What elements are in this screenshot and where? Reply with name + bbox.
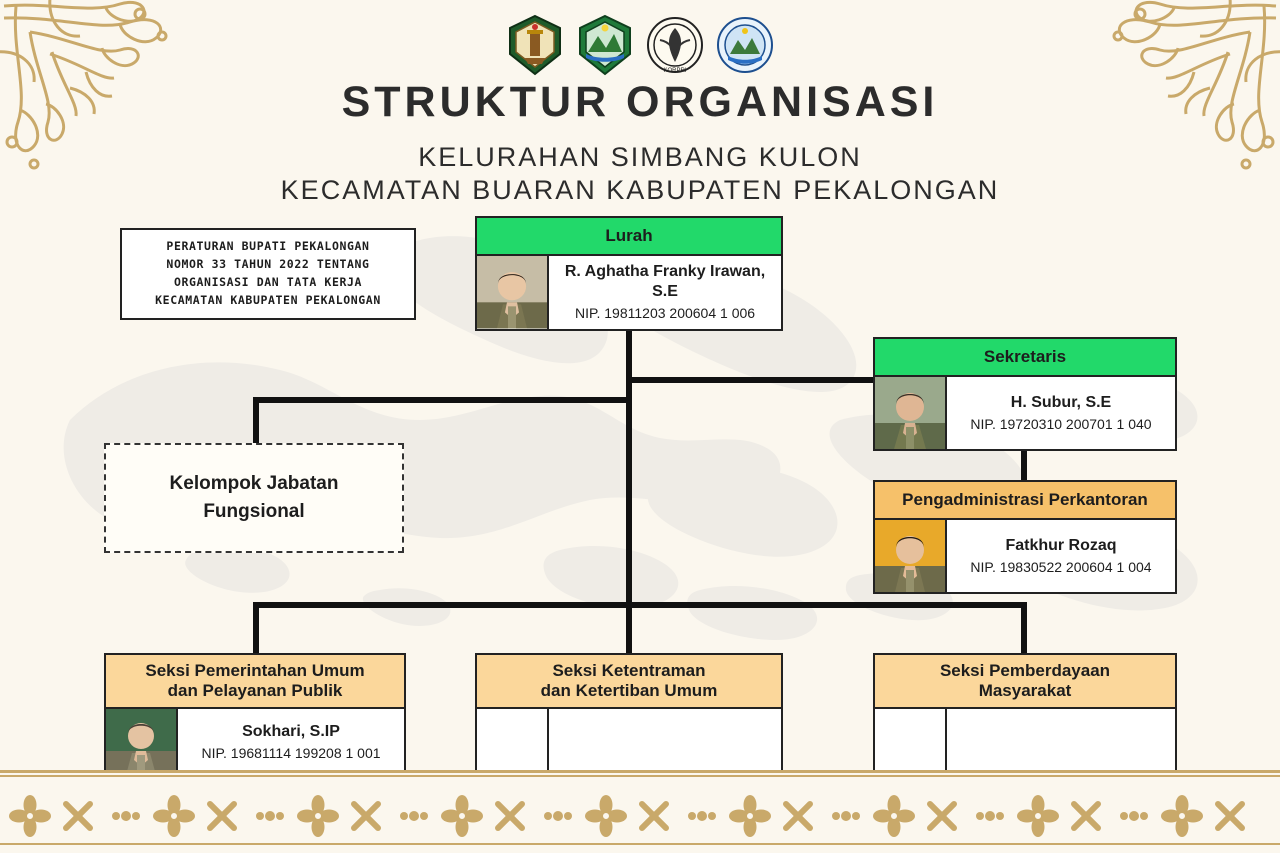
node-seksi2-title-line1: Seksi Ketentraman [552, 661, 706, 680]
kelurahan-emblem-icon [716, 14, 774, 76]
page-subtitle-kecamatan: KECAMATAN BUARAN KABUPATEN PEKALONGAN [280, 175, 1000, 205]
node-pengadministrasi-photo [875, 520, 947, 592]
node-seksi2-photo-placeholder [477, 709, 549, 771]
korpri-emblem-icon [646, 14, 704, 76]
regulation-line-3: ORGANISASI DAN TATA KERJA [173, 275, 363, 289]
node-sekretaris-name: H. Subur, S.E [1010, 393, 1112, 411]
emblem-row [0, 14, 1280, 76]
fungsional-line-2: Fungsional [203, 501, 305, 522]
node-sekretaris-nip: NIP. 19720310 200701 1 040 [970, 415, 1152, 432]
node-lurah-photo [477, 256, 549, 329]
node-seksi-pemberdayaan[interactable] [873, 653, 1177, 773]
node-seksi2-title [477, 655, 781, 709]
batik-pattern-icon [0, 779, 1280, 853]
node-pengadministrasi-title: Pengadministrasi Perkantoran [875, 482, 1175, 520]
page-title: STRUKTUR ORGANISASI [341, 78, 939, 126]
node-kelompok-jabatan-fungsional[interactable] [104, 443, 404, 553]
node-seksi3-title [875, 655, 1175, 709]
node-lurah-nip: NIP. 19811203 200604 1 006 [574, 305, 756, 321]
regulation-note [120, 228, 416, 320]
kabupaten-pekalongan-emblem-icon [576, 14, 634, 76]
node-seksi3-photo-placeholder [875, 709, 947, 771]
node-lurah[interactable] [475, 216, 783, 331]
node-lurah-title: Lurah [477, 218, 781, 256]
node-sekretaris[interactable] [873, 337, 1177, 451]
node-seksi2-title-line2: dan Ketertiban Umum [540, 681, 718, 700]
node-seksi1-photo [106, 709, 178, 775]
fungsional-line-1: Kelompok Jabatan [169, 473, 339, 495]
node-sekretaris-photo [875, 377, 947, 449]
page-subtitle-kelurahan: KELURAHAN SIMBANG KULON [418, 142, 862, 172]
node-seksi1-name: Sokhari, S.IP [242, 722, 340, 740]
node-seksi1-nip: NIP. 19681114 199208 1 001 [201, 744, 381, 761]
batik-footer-border [0, 770, 1280, 853]
regulation-line-1: PERATURAN BUPATI PEKALONGAN [166, 239, 370, 254]
node-seksi3-title-line2: Masyarakat [978, 681, 1072, 700]
node-seksi-pemerintahan-umum[interactable] [104, 653, 406, 777]
node-seksi1-title [106, 655, 404, 709]
node-seksi1-title-line2: dan Pelayanan Publik [167, 681, 343, 700]
node-seksi1-title-line1: Seksi Pemerintahan Umum [145, 661, 365, 680]
svg-text:KORPRI: KORPRI [663, 68, 687, 74]
jawa-tengah-emblem-icon [506, 14, 564, 76]
node-seksi-ketentraman[interactable] [475, 653, 783, 773]
node-pengadministrasi-name: Fatkhur Rozaq [1005, 536, 1117, 554]
regulation-line-4: KECAMATAN KABUPATEN PEKALONGAN [155, 292, 381, 307]
node-sekretaris-title: Sekretaris [875, 339, 1175, 377]
node-seksi3-title-line1: Seksi Pemberdayaan [939, 661, 1111, 680]
regulation-line-2: NOMOR 33 TAHUN 2022 TENTANG [166, 257, 370, 272]
node-lurah-name: R. Aghatha Franky Irawan, S.E [564, 263, 766, 300]
node-pengadministrasi-nip: NIP. 19830522 200604 1 004 [970, 558, 1152, 575]
node-pengadministrasi-perkantoran[interactable] [873, 480, 1177, 594]
